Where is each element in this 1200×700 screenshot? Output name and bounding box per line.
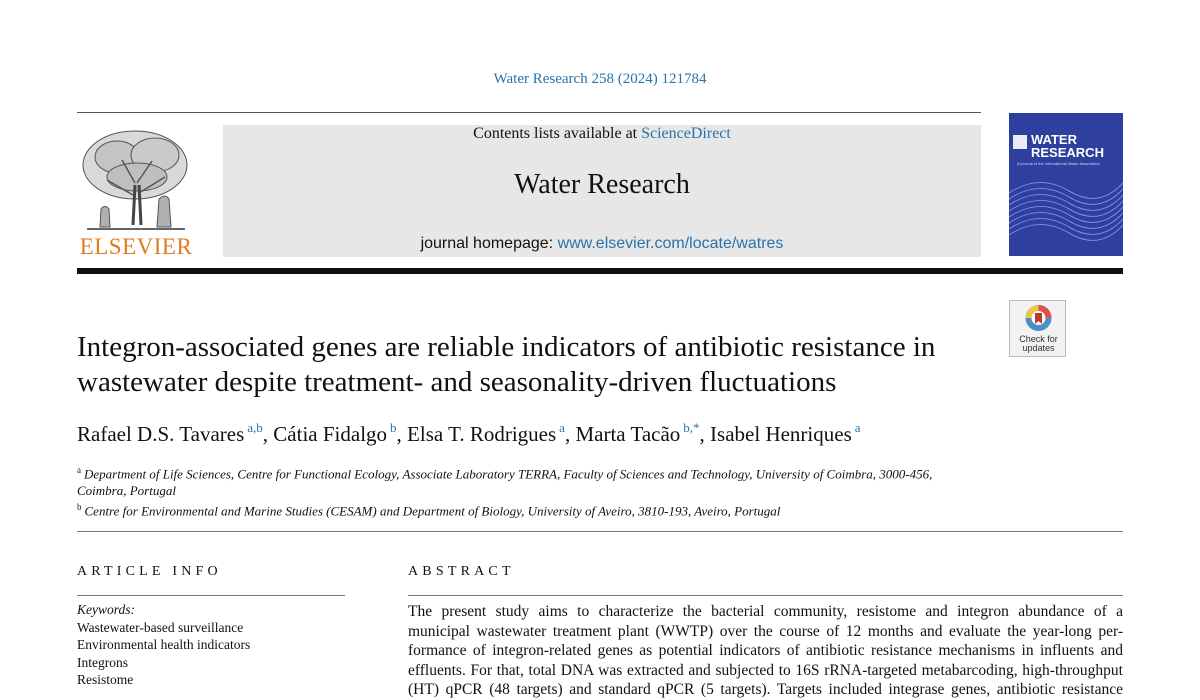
journal-homepage-link[interactable]: www.elsevier.com/locate/watres xyxy=(557,235,784,252)
cover-title-line1: WATER xyxy=(1031,132,1077,147)
affiliation-a xyxy=(77,462,977,482)
abstract-line: municipal wastewater treatment plant (WWTP) over the course of 12 months and evaluate the year-long per- xyxy=(408,622,1123,640)
contents-prefix: Contents lists available at xyxy=(473,125,642,142)
affiliation-b xyxy=(77,499,977,519)
contents-line xyxy=(223,125,981,143)
keywords-label: Keywords: xyxy=(77,602,135,617)
author-affiliation-mark[interactable]: b,* xyxy=(683,420,700,435)
check-updates-line1: Check for xyxy=(1019,334,1058,344)
journal-cover[interactable] xyxy=(1009,113,1123,256)
author-separator: , xyxy=(262,422,274,446)
author-name[interactable]: Marta Tacão xyxy=(575,422,681,446)
section-divider xyxy=(77,531,1123,532)
affiliation-text: Department of Life Sciences, Centre for Functional Ecology, Associate Laboratory TERRA, Faculty of Sciences and Technology, University of Coimbra, 3000-456, xyxy=(84,466,933,482)
affiliation-a-continued: Coimbra, Portugal xyxy=(77,483,176,499)
cover-subtitle: A journal of the International Water Association xyxy=(1017,161,1100,166)
homepage-prefix: journal homepage: xyxy=(420,235,558,252)
article-info-rule xyxy=(77,595,345,596)
author-affiliation-mark[interactable]: a xyxy=(854,420,861,435)
keyword-item: Integrons xyxy=(77,654,128,670)
elsevier-tree-icon xyxy=(77,125,195,233)
crossmark-icon xyxy=(1010,301,1067,335)
affiliation-text: Centre for Environmental and Marine Studies (CESAM) and Department of Biology, University of Aveiro, 3810-193, Aveiro, Portugal xyxy=(84,503,781,519)
abstract-line: The present study aims to characterize the bacterial community, resistome and integron abundance of a xyxy=(408,603,1123,620)
keywords-block xyxy=(77,601,250,689)
author-name[interactable]: Rafael D.S. Tavares xyxy=(77,422,245,446)
homepage-line xyxy=(223,235,981,253)
author-separator: , xyxy=(396,422,408,446)
affiliation-mark: b xyxy=(77,502,82,513)
author-separator: , xyxy=(564,422,576,446)
article-info-heading: ARTICLE INFO xyxy=(77,564,222,579)
keyword-item: Environmental health indicators xyxy=(77,637,251,652)
abstract-line: formance of integron-related genes as potential indicators of antibiotic resistance mechanisms in influents and xyxy=(408,642,1123,659)
author-list xyxy=(77,420,861,447)
elsevier-logo xyxy=(77,125,195,260)
cover-title-line2: RESEARCH xyxy=(1031,145,1104,160)
keyword-item: Wastewater-based surveillance xyxy=(77,619,244,635)
author-name[interactable]: Isabel Henriques xyxy=(710,422,852,446)
banner-bottom-rule xyxy=(77,268,1123,274)
cover-title xyxy=(1031,133,1104,159)
author-name[interactable]: Elsa T. Rodrigues xyxy=(407,422,557,446)
article-title xyxy=(77,330,987,400)
journal-citation[interactable]: Water Research 258 (2024) 121784 xyxy=(493,71,707,87)
author-affiliation-mark[interactable]: a,b xyxy=(247,420,263,435)
sciencedirect-link[interactable]: ScienceDirect xyxy=(641,125,731,142)
affiliation-mark: a xyxy=(77,465,81,475)
check-updates-line2: updates xyxy=(1022,343,1055,353)
journal-title: Water Research xyxy=(514,169,690,200)
keyword-item: Resistome xyxy=(77,672,134,687)
abstract-rule xyxy=(408,595,1123,596)
abstract-line: effluents. For that, total DNA was extracted and subjected to 16S rRNA-targeted metabarcoding, high-throughput xyxy=(408,661,1123,679)
check-for-updates-button[interactable] xyxy=(1009,300,1066,357)
author-separator: , xyxy=(699,422,711,446)
author-name[interactable]: Cátia Fidalgo xyxy=(273,422,388,446)
article-title-line1: Integron-associated genes are reliable indicators of antibiotic resistance in xyxy=(77,331,936,363)
abstract-heading: ABSTRACT xyxy=(408,564,515,579)
journal-banner xyxy=(223,125,981,257)
elsevier-wordmark: ELSEVIER xyxy=(79,234,193,259)
abstract-body xyxy=(408,602,1123,700)
author-affiliation-mark[interactable]: b xyxy=(390,420,397,435)
header-divider xyxy=(77,112,981,113)
check-for-updates-label xyxy=(1010,335,1067,353)
author-affiliation-mark[interactable]: a xyxy=(559,420,565,435)
article-title-line2: wastewater despite treatment- and seasonality-driven fluctuations xyxy=(77,366,837,398)
abstract-line: (HT) qPCR (48 targets) and standard qPCR (5 targets). Targets included integrase genes, antibiotic resistance xyxy=(408,681,1123,698)
affiliations xyxy=(77,462,977,520)
